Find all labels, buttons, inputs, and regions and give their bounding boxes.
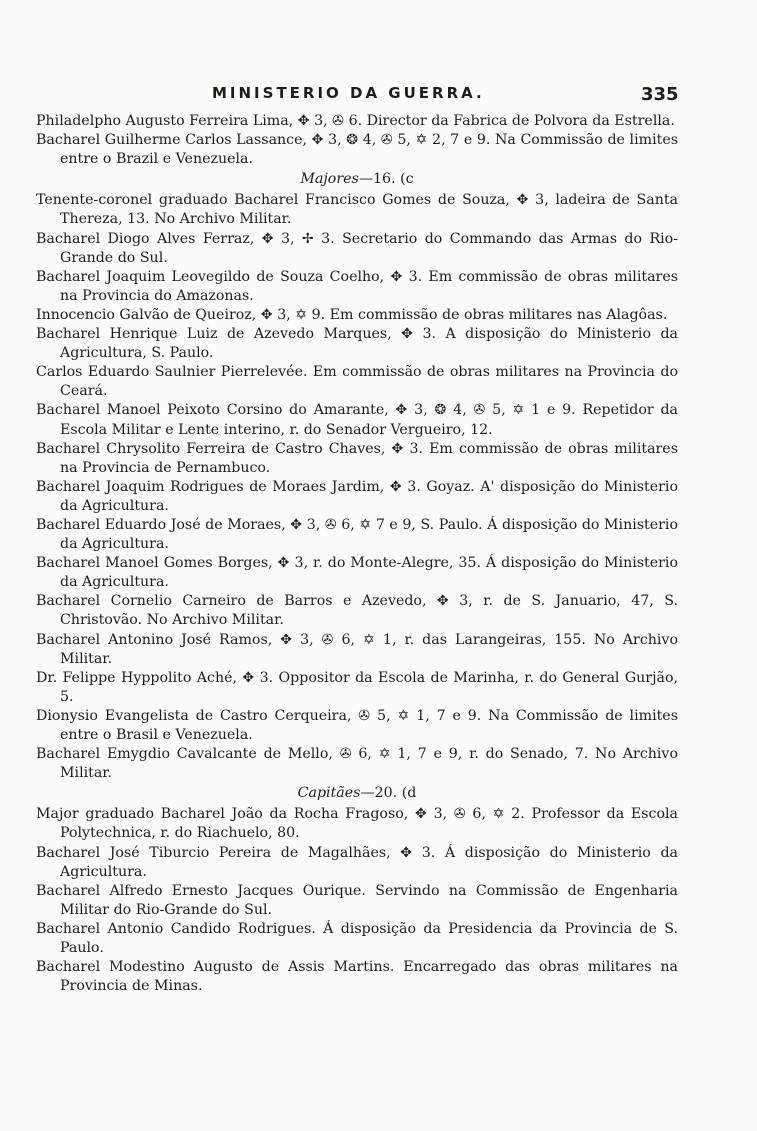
officer-entry: Bacharel Modestino Augusto de Assis Martins. Encarregado das obras militares na Provincia de Minas. [36, 959, 678, 995]
officer-entry: Philadelpho Augusto Ferreira Lima, ✥ 3, ✇ 6. Director da Fabrica de Polvora da Estrella. [36, 113, 675, 129]
section-heading [36, 170, 678, 189]
section-count: —20. (d [360, 785, 417, 802]
section-label: Capitães [297, 785, 361, 802]
page-header [0, 80, 757, 110]
running-title: MINISTERIO DA GUERRA. [212, 84, 485, 102]
officer-entry: Dr. Felippe Hyppolito Aché, ✥ 3. Oppositor da Escola de Marinha, r. do General Gurjão, 5. [36, 669, 678, 705]
officer-entry: Bacharel Antonino José Ramos, ✥ 3, ✇ 6, ✡ 1, r. das Larangeiras, 155. No Archivo Militar. [36, 631, 678, 667]
officer-entry: Bacharel Joaquim Rodrigues de Moraes Jardim, ✥ 3. Goyaz. A' disposição do Ministerio da Agricultura. [36, 478, 678, 514]
officer-entry: Bacharel Emygdio Cavalcante de Mello, ✇ 6, ✡ 1, 7 e 9, r. do Senado, 7. No Archivo Militar. [36, 746, 678, 782]
page-number: 335 [641, 84, 679, 105]
officer-entry: Dionysio Evangelista de Castro Cerqueira, ✇ 5, ✡ 1, 7 e 9. Na Commissão de limites entre o Brasil e Venezuela. [36, 707, 678, 743]
officer-entry: Bacharel Eduardo José de Moraes, ✥ 3, ✇ 6, ✡ 7 e 9, S. Paulo. Á disposição do Ministerio da Agricultura. [36, 516, 678, 553]
officer-entry: Bacharel Chrysolito Ferreira de Castro Chaves, ✥ 3. Em commissão de obras militares na Provincia de Pernambuco. [36, 440, 678, 476]
document-body [36, 112, 678, 996]
officer-entry: Bacharel Manoel Peixoto Corsino do Amarante, ✥ 3, ❂ 4, ✇ 5, ✡ 1 e 9. Repetidor da Escola Militar e Lente interino, r. do Senador Vergueiro, 12. [36, 402, 678, 438]
officer-entry: Bacharel Joaquim Leovegildo de Souza Coelho, ✥ 3. Em commissão de obras militares na Provincia do Amazonas. [36, 268, 678, 304]
officer-entry: Bacharel Guilherme Carlos Lassance, ✥ 3, ❂ 4, ✇ 5, ✡ 2, 7 e 9. Na Commissão de limites entre o Brazil e Venezuela. [36, 132, 678, 168]
officer-entry: Bacharel Cornelio Carneiro de Barros e Azevedo, ✥ 3, r. de S. Januario, 47, S. Christovão. No Archivo Militar. [36, 593, 678, 629]
officer-entry: Bacharel Diogo Alves Ferraz, ✥ 3, ✢ 3. Secretario do Commando das Armas do Rio-Grande do Sul. [36, 230, 678, 266]
officer-entry: Bacharel Manoel Gomes Borges, ✥ 3, r. do Monte-Alegre, 35. Á disposição do Ministerio da Agricultura. [36, 555, 678, 591]
section-count: —16. (c [358, 171, 414, 188]
officer-entry: Bacharel Henrique Luiz de Azevedo Marques, ✥ 3. A disposição do Ministerio da Agricultura, S. Paulo. [36, 326, 678, 362]
officer-entry: Bacharel Antonio Candido Rodrigues. Á disposição da Presidencia da Provincia de S. Paulo. [36, 920, 678, 957]
officer-entry: Carlos Eduardo Saulnier Pierrelevée. Em commissão de obras militares na Provincia do Ceará. [36, 364, 678, 400]
section-heading [36, 784, 678, 803]
officer-entry: Tenente-coronel graduado Bacharel Francisco Gomes de Souza, ✥ 3, ladeira de Santa Thereza, 13. No Archivo Militar. [36, 192, 678, 228]
officer-entry: Bacharel José Tiburcio Pereira de Magalhães, ✥ 3. Á disposição do Ministerio da Agricultura. [36, 844, 678, 880]
section-label: Majores [300, 171, 359, 188]
officer-entry: Major graduado Bacharel João da Rocha Fragoso, ✥ 3, ✇ 6, ✡ 2. Professor da Escola Polytechnica, r. do Riachuelo, 80. [36, 806, 678, 842]
officer-entry: Bacharel Alfredo Ernesto Jacques Ourique. Servindo na Commissão de Engenharia Militar do Rio-Grande do Sul. [36, 882, 678, 918]
officer-entry: Innocencio Galvão de Queiroz, ✥ 3, ✡ 9. Em commissão de obras militares nas Alagôas. [36, 306, 668, 323]
